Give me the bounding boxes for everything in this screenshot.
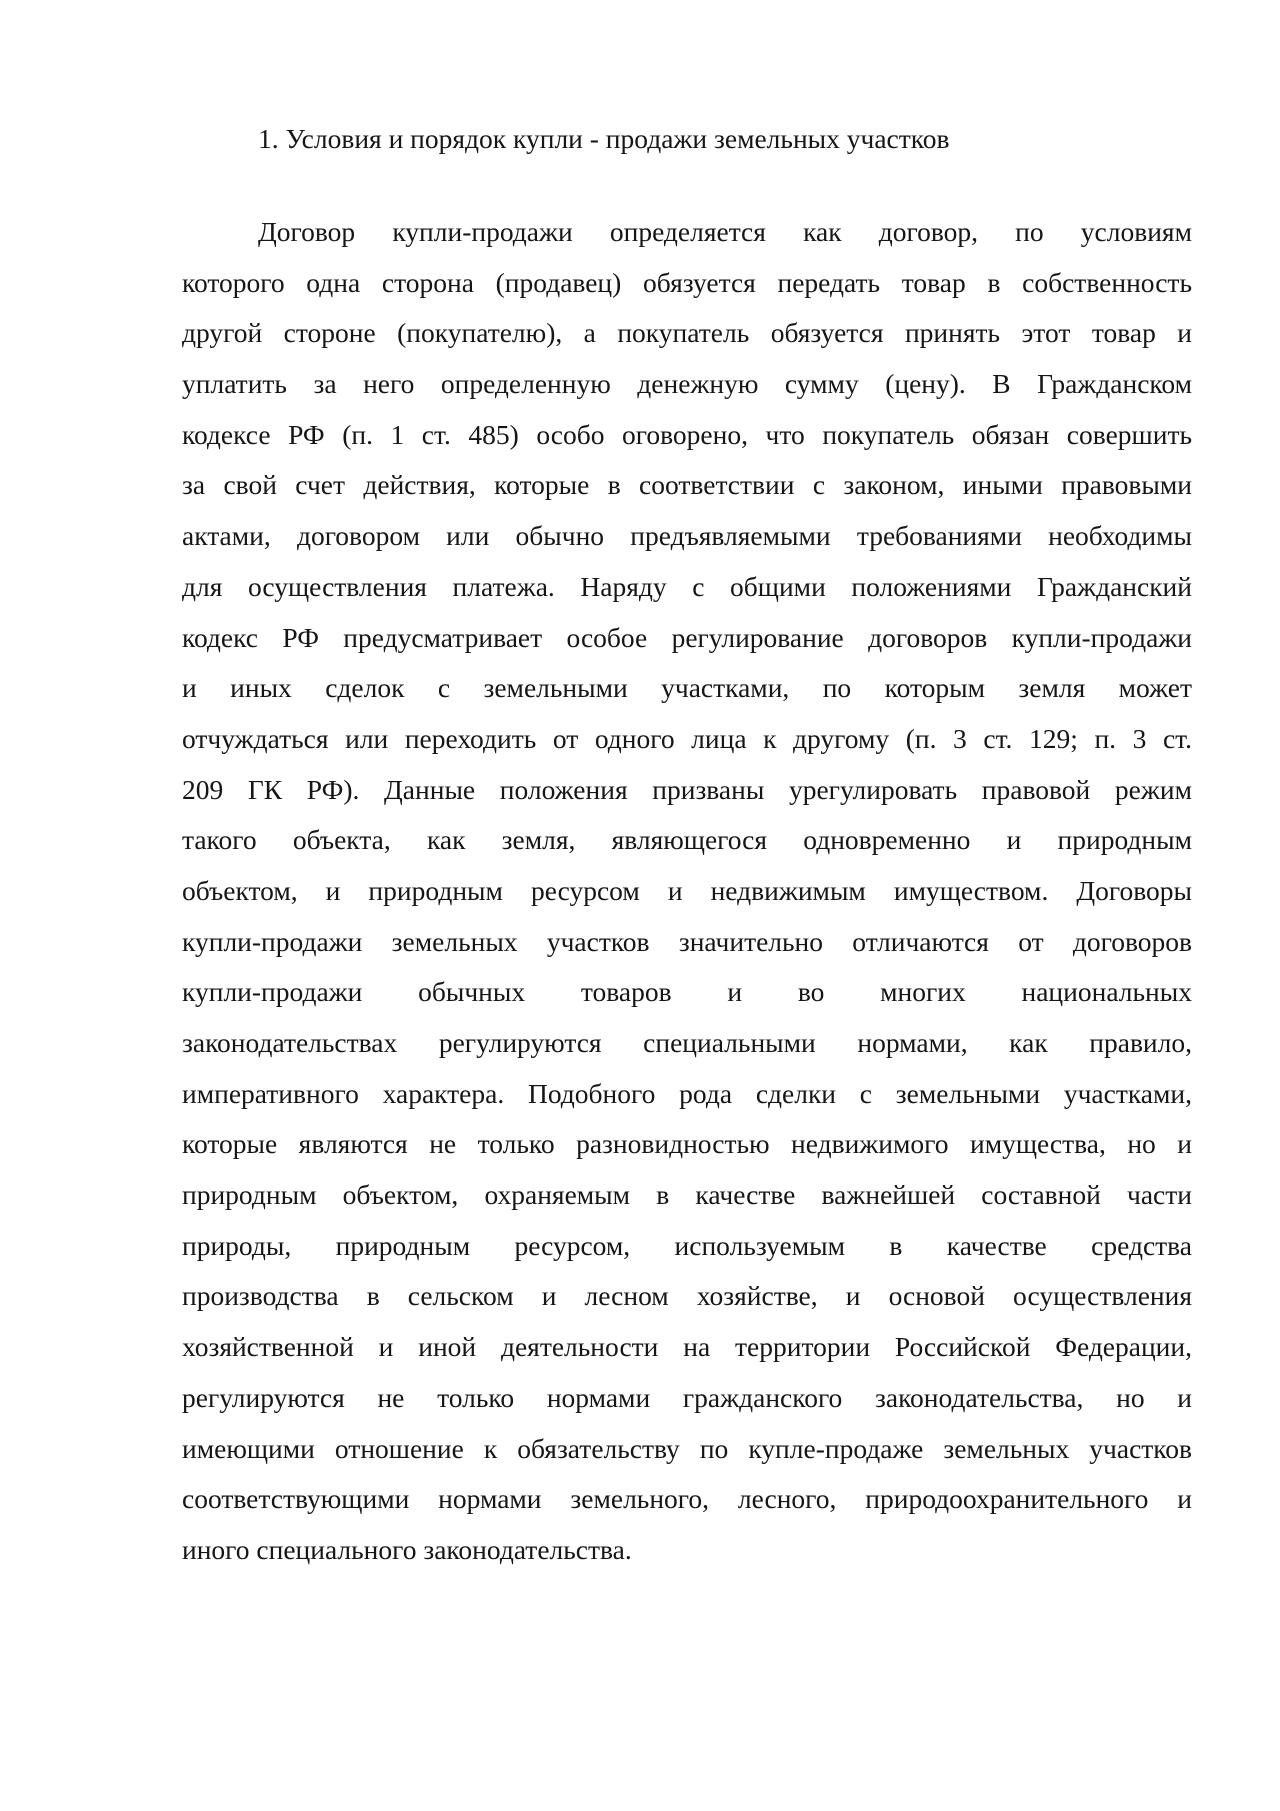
paragraph-line: актами, договором или обычно предъявляемыми требованиями необходимы [182, 520, 1192, 552]
paragraph-line: производства в сельском и лесном хозяйстве, и основой осуществления [182, 1280, 1192, 1312]
paragraph-line: для осуществления платежа. Наряду с общими положениями Гражданский [182, 570, 1192, 602]
paragraph-line: и иных сделок с земельными участками, по которым земля может [182, 672, 1192, 704]
paragraph-line: уплатить за него определенную денежную сумму (цену). В Гражданском [182, 368, 1192, 400]
paragraph-line: хозяйственной и иной деятельности на территории Российской Федерации, [182, 1331, 1192, 1363]
paragraph-line: законодательствах регулируются специальными нормами, как правило, [182, 1027, 1192, 1058]
paragraph-line: объектом, и природным ресурсом и недвижимым имуществом. Договоры [182, 874, 1192, 906]
paragraph-line: 209 ГК РФ). Данные положения призваны урегулировать правовой режим [182, 773, 1192, 805]
paragraph-line: имеющими отношение к обязательству по купле-продаже земельных участков [182, 1432, 1192, 1464]
paragraph-line: которые являются не только разновидностью недвижимого имущества, но и [182, 1128, 1192, 1160]
paragraph-line: соответствующими нормами земельного, лесного, природоохранительного и [182, 1483, 1192, 1515]
paragraph-line: другой стороне (покупателю), а покупатель обязуется принять этот товар и [182, 317, 1192, 349]
paragraph-line: отчуждаться или переходить от одного лица к другому (п. 3 ст. 129; п. 3 ст. [182, 722, 1192, 754]
paragraph-line: которого одна сторона (продавец) обязуется передать товар в собственность [182, 266, 1192, 298]
paragraph-line: регулируются не только нормами гражданского законодательства, но и [182, 1381, 1192, 1413]
paragraph-line: купли-продажи земельных участков значительно отличаются от договоров [182, 925, 1192, 957]
paragraph-line: купли-продажи обычных товаров и во многих национальных [182, 976, 1192, 1008]
paragraph-line: кодекс РФ предусматривает особое регулирование договоров купли-продажи [182, 621, 1192, 653]
paragraph-line: императивного характера. Подобного рода сделки с земельными участками, [182, 1077, 1192, 1109]
paragraph-line: иного специального законодательства. [182, 1533, 632, 1565]
paragraph-line: такого объекта, как земля, являющегося одновременно и природным [182, 824, 1192, 856]
paragraph-line: природы, природным ресурсом, используемым в качестве средства [182, 1229, 1192, 1261]
paragraph-line: кодексе РФ (п. 1 ст. 485) особо оговорено, что покупатель обязан совершить [182, 418, 1192, 450]
paragraph-line: природным объектом, охраняемым в качестве важнейшей составной части [182, 1179, 1192, 1211]
section-heading: 1. Условия и порядок купли - продажи земельных участков [258, 123, 950, 154]
body-paragraph [182, 207, 1192, 1576]
paragraph-line: Договор купли-продажи определяется как договор, по условиям [258, 216, 1192, 247]
paragraph-line: за свой счет действия, которые в соответствии с законом, иными правовыми [182, 469, 1192, 501]
